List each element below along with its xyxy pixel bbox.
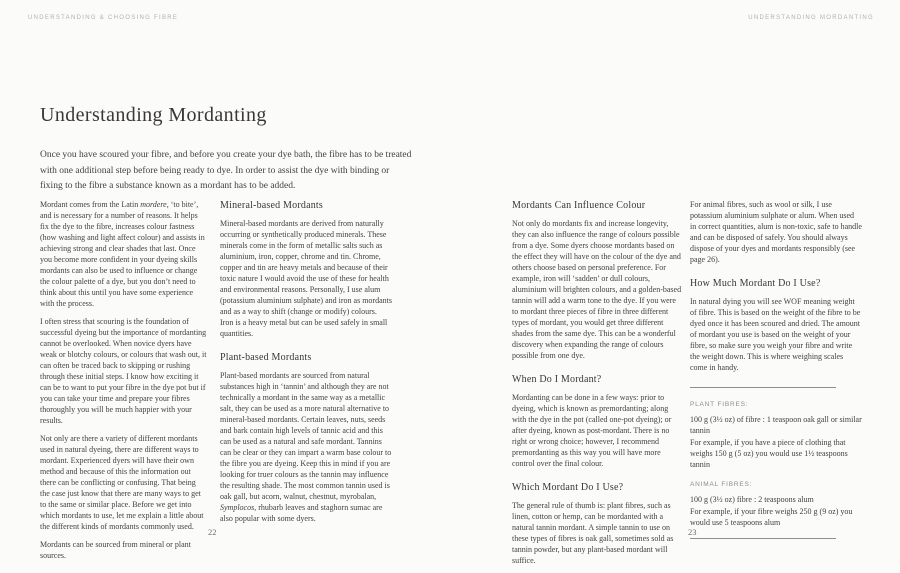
- right-page-column-1: [512, 199, 682, 573]
- page-number-right: 23: [688, 527, 697, 537]
- section-heading-plant: Plant-based Mordants: [220, 352, 312, 363]
- plant-fibres-example: For example, if you have a piece of clothing that weighs 150 g (5 oz) you would use 1½ teaspoons tannin: [690, 438, 848, 469]
- paragraph-which: The general rule of thumb is: plant fibres, such as linen, cotton or hemp, can be mordanted with a natural tannin mordant. A simple tannin to use on these types of fibres is oak gall, sometimes sold as tannin powder, but any plant-based mordant will suffice.: [512, 501, 674, 565]
- section-heading-how-much: How Much Mordant Do I Use?: [690, 278, 821, 289]
- divider-rule-top: [690, 387, 836, 388]
- section-heading-when: When Do I Mordant?: [512, 374, 602, 385]
- left-page-column-2: [220, 199, 392, 531]
- paragraph-text: Plant-based mordants are sourced from natural substances high in ‘tannin’ and although they are not technically a mordant in the same way as a metallic salt, they can be used as a more natural alternative to mineral-based mordants. Certain leaves, nuts, seeds and bark contain high levels of tannic acid and this can be used as a natural and safe mordant. Tannins can be clear or they can impart a warm base colour to the fibre you are dyeing. Keep this in mind if you are looking for truer colours as the tannin may influence the resulting shade. The most common tannin used is oak gall, but acorn, walnut, chestnut, myrobalan,: [220, 371, 392, 501]
- latin-term: mordere: [140, 200, 167, 209]
- paragraph-text: Mordant comes from the Latin: [40, 200, 141, 209]
- animal-fibres-example: For example, if your fibre weighs 250 g (9 oz) you would use 5 teaspoons alum: [690, 507, 853, 527]
- paragraph-variety: Not only are there a variety of different mordants used in natural dyeing, there are different ways to mordant. Experienced dyers will have their own method and because of this the information out there can be conflicting or confusing. That being the case just know that there are many ways to get to the same or similar place. Before we get into which mordants to use, let me explain a little about the different kinds of mordants commonly used.: [40, 434, 204, 531]
- divider-rule-bottom: [690, 538, 836, 539]
- running-head-right: UNDERSTANDING MORDANTING: [748, 15, 874, 21]
- paragraph-mineral: Mineral-based mordants are derived from naturally occurring or synthetically produced minerals. These minerals come in the form of metallic salts such as aluminium, iron, copper, chrome and tin. Chrome, copper and tin are heavy metals and because of their toxic nature I would avoid the use of these for health and environmental reasons. Personally, I use alum (potassium aluminium sulphate) and iron as mordants and as a way to shift (change or modify) colours. Iron is a heavy metal but can be used safely in small quantities.: [220, 219, 392, 338]
- page-number-left: 22: [208, 527, 217, 537]
- paragraph-scouring: I often stress that scouring is the foundation of successful dyeing but the importance of mordanting cannot be overlooked. When novice dyers have weak or blotchy colours, or colours that wash out, it can often be traced back to skipping or rushing through these initial steps. I know how exciting it can be to want to put your fibre in the dye pot but if you can take your time and prepare your fibres thoroughly you will be much happier with your results.: [40, 317, 207, 425]
- plant-fibres-ratio: 100 g (3½ oz) of fibre : 1 teaspoon oak gall or similar tannin: [690, 415, 862, 435]
- left-page-column-1: [40, 199, 207, 568]
- species-name: Symplocos: [220, 503, 255, 512]
- paragraph-plant: [220, 370, 392, 524]
- section-heading-mineral: Mineral-based Mordants: [220, 200, 323, 211]
- animal-fibres-label: ANIMAL FIBRES:: [690, 481, 753, 488]
- paragraph-animal-fibres: For animal fibres, such as wool or silk, I use potassium aluminium sulphate or alum. When used in correct quantities, alum is non-toxic, safe to handle and can be disposed of safely. You should always dispose of your dyes and mordants responsibly (see page 26).: [690, 200, 862, 264]
- page-title: Understanding Mordanting: [40, 104, 267, 126]
- right-page-column-2: [690, 199, 862, 550]
- paragraph-text: , ‘to bite’, and is necessary for a number of reasons. It helps fix the dye to the fibre, increases colour fastness (how washing and light affect colour) and assists in achieving strong and clear shades that last. Once you become more confident in your dyeing skills mordants can also be used to influence or change the colour palette of a dye, but you don’t need to think about this until you have some experience with the process.: [40, 200, 205, 308]
- paragraph-text: , rhubarb leaves and staghorn sumac are also popular with some dyers.: [220, 503, 383, 523]
- plant-fibres-label: PLANT FIBRES:: [690, 401, 749, 408]
- paragraph-etymology: [40, 199, 207, 309]
- animal-fibres-ratio: 100 g (3½ oz) fibre : 2 teaspoons alum: [690, 495, 814, 504]
- running-head-left: UNDERSTANDING & CHOOSING FIBRE: [28, 15, 179, 21]
- paragraph-influence: Not only do mordants fix and increase longevity, they can also influence the range of colours possible from a dye. Some dyers choose mordants based on the effect they will have on the colour of the dye and others choose based on personal preference. For example, iron will ‘sadden’ or dull colours, aluminium will brighten colours, and a golden-based tannin will add a warm tone to the dye. If you were to mordant three pieces of fibre in three different types of mordant, you would get three different shades from the same dye. This can be a wonderful discovery when expanding the range of colours possible from one dye.: [512, 219, 682, 360]
- paragraph-wof: In natural dying you will see WOF meaning weight of fibre. This is based on the weight of the fibre to be dyed once it has been scoured and dried. The amount of mordant you use is based on the weight of your fibre, so make sure you weigh your fibre and write the weight down. This is where weighing scales come in handy.: [690, 297, 861, 372]
- paragraph-when: Mordanting can be done in a few ways: prior to dyeing, which is known as premordanting; along with the dye in the pot (called one-pot dyeing); or after dyeing, known as post-mordant. There is no right or wrong choice; however, I recommend premordanting as this way you will have more control over the final colour.: [512, 393, 672, 468]
- intro-paragraph: Once you have scoured your fibre, and before you create your dye bath, the fibre has to be treated with one additional step before being ready to dye. In order to assist the dye with binding or fixing to the fibre a substance known as a mordant has to be added.: [40, 150, 412, 191]
- paragraph-sources: Mordants can be sourced from mineral or plant sources.: [40, 540, 191, 560]
- section-heading-which: Which Mordant Do I Use?: [512, 482, 624, 493]
- section-heading-influence: Mordants Can Influence Colour: [512, 200, 646, 211]
